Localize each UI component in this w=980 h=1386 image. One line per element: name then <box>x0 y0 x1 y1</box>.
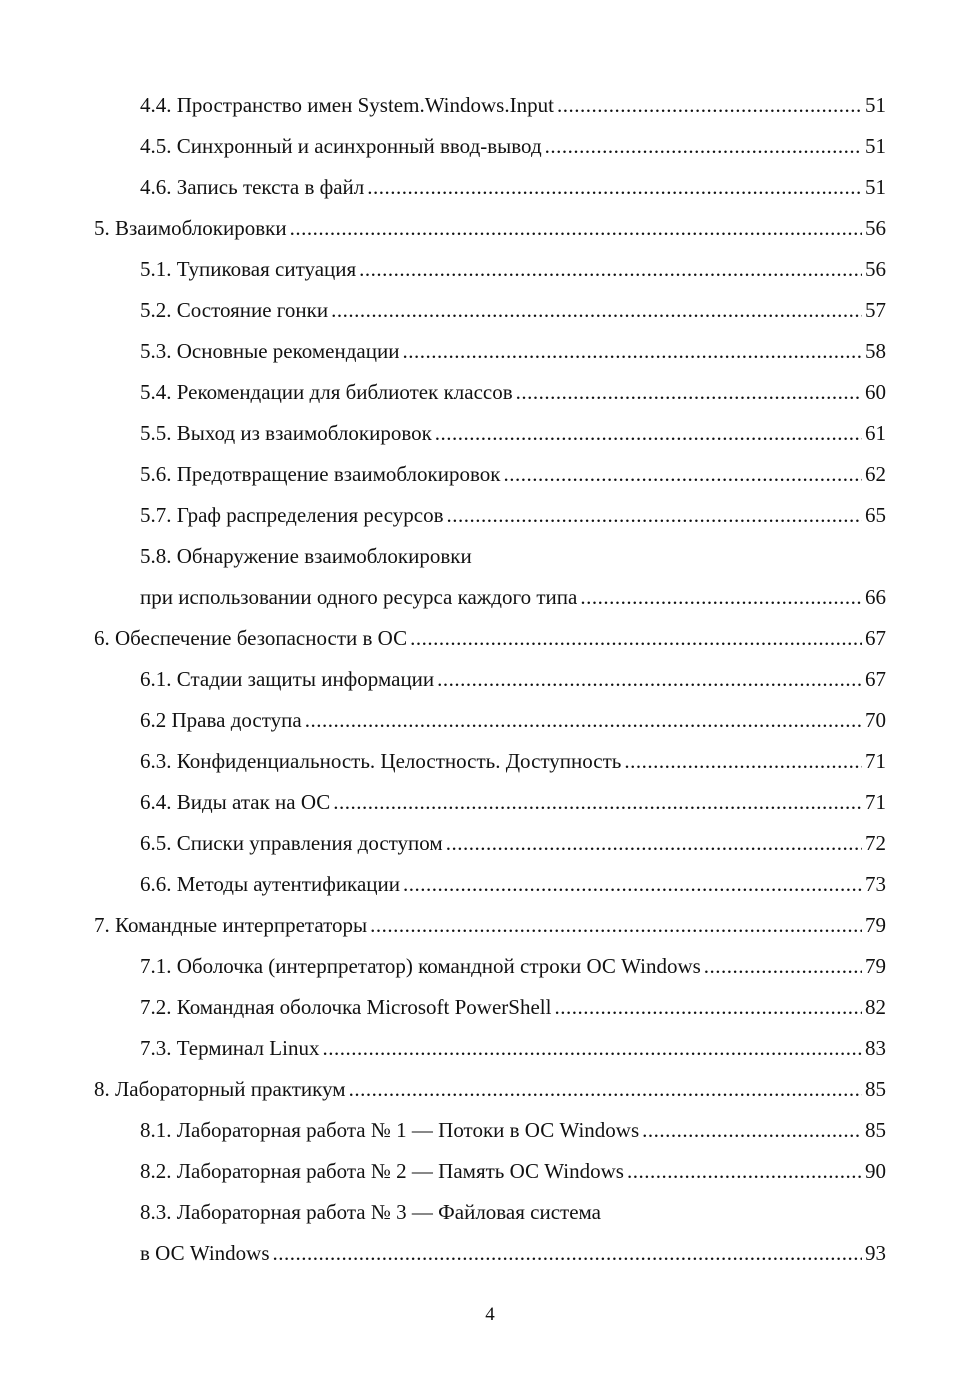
dot-leader <box>367 167 862 208</box>
dot-leader <box>290 208 862 249</box>
dot-leader <box>642 1110 862 1151</box>
toc-entry-page: 60 <box>865 380 886 404</box>
toc-section-entry[interactable] <box>0 495 980 536</box>
toc-chapter-entry[interactable] <box>0 1069 980 1110</box>
toc-entry-page: 85 <box>865 1077 886 1101</box>
toc-section-entry[interactable] <box>0 864 980 905</box>
toc-entry-title: 6.2 Права доступа <box>140 700 302 741</box>
dot-leader <box>331 290 862 331</box>
toc-entry-title: 6.4. Виды атак на ОС <box>140 782 330 823</box>
toc-entry-title: 6.5. Списки управления доступом <box>140 823 443 864</box>
toc-entry-title: 6.3. Конфиденциальность. Целостность. Доступность <box>140 741 621 782</box>
toc-section-entry[interactable] <box>0 372 980 413</box>
toc-entry-page: 85 <box>865 1118 886 1142</box>
toc-entry-title: 6.1. Стадии защиты информации <box>140 659 434 700</box>
toc-entry-page: 51 <box>865 134 886 158</box>
toc-chapter-entry[interactable] <box>0 905 980 946</box>
toc-entry-page: 66 <box>865 585 886 609</box>
toc-section-entry[interactable] <box>0 126 980 167</box>
dot-leader <box>503 454 862 495</box>
dot-leader <box>322 1028 862 1069</box>
page-number: 4 <box>485 1304 495 1325</box>
toc-entry-title: в ОС Windows <box>140 1233 270 1274</box>
dot-leader <box>402 331 862 372</box>
toc-entry-page: 62 <box>865 462 886 486</box>
dot-leader <box>704 946 862 987</box>
dot-leader <box>446 823 862 864</box>
toc-entry-page: 51 <box>865 93 886 117</box>
toc-entry-title: 5.2. Состояние гонки <box>140 290 328 331</box>
toc-entry-page: 93 <box>865 1241 886 1265</box>
toc-entry-title: 7.1. Оболочка (интерпретатор) командной строки ОС Windows <box>140 946 701 987</box>
dot-leader <box>370 905 862 946</box>
toc-entry-title: 7.2. Командная оболочка Microsoft PowerShell <box>140 987 551 1028</box>
dot-leader <box>435 413 862 454</box>
toc-entry-title: при использовании одного ресурса каждого типа <box>140 577 577 618</box>
toc-entry-page: 65 <box>865 503 886 527</box>
toc-entry-title: 5.6. Предотвращение взаимоблокировок <box>140 454 500 495</box>
table-of-contents <box>0 85 980 1274</box>
toc-entry-title: 8.3. Лабораторная работа № 3 — Файловая система <box>140 1192 601 1233</box>
toc-entry-page: 51 <box>865 175 886 199</box>
toc-chapter-entry[interactable] <box>0 208 980 249</box>
toc-section-entry[interactable] <box>0 413 980 454</box>
toc-entry-title: 5.3. Основные рекомендации <box>140 331 399 372</box>
dot-leader <box>273 1233 863 1274</box>
toc-section-entry[interactable] <box>0 987 980 1028</box>
dot-leader <box>554 987 862 1028</box>
toc-entry-page: 56 <box>865 257 886 281</box>
toc-section-entry[interactable] <box>0 741 980 782</box>
toc-entry-page: 67 <box>865 626 886 650</box>
toc-entry-page: 61 <box>865 421 886 445</box>
toc-entry-title: 5.7. Граф распределения ресурсов <box>140 495 444 536</box>
toc-section-entry[interactable] <box>0 1233 980 1274</box>
toc-chapter-entry[interactable] <box>0 618 980 659</box>
toc-section-entry[interactable] <box>0 946 980 987</box>
toc-section-entry[interactable] <box>0 331 980 372</box>
toc-section-entry[interactable] <box>0 85 980 126</box>
toc-entry-title: 4.5. Синхронный и асинхронный ввод-вывод <box>140 126 542 167</box>
toc-entry-page: 70 <box>865 708 886 732</box>
toc-entry-page: 56 <box>865 216 886 240</box>
toc-entry-page: 58 <box>865 339 886 363</box>
toc-section-entry[interactable] <box>0 1028 980 1069</box>
toc-entry-title: 8.1. Лабораторная работа № 1 — Потоки в ОС Windows <box>140 1110 639 1151</box>
dot-leader <box>437 659 862 700</box>
dot-leader <box>627 1151 862 1192</box>
toc-section-entry[interactable] <box>0 290 980 331</box>
toc-entry-title: 5.8. Обнаружение взаимоблокировки <box>140 536 472 577</box>
dot-leader <box>305 700 862 741</box>
toc-entry-title: 8.2. Лабораторная работа № 2 — Память ОС Windows <box>140 1151 624 1192</box>
dot-leader <box>545 126 862 167</box>
toc-entry-page: 73 <box>865 872 886 896</box>
toc-entry-title: 6.6. Методы аутентификации <box>140 864 400 905</box>
toc-entry-page: 71 <box>865 749 886 773</box>
toc-entry-title: 7.3. Терминал Linux <box>140 1028 319 1069</box>
dot-leader <box>557 85 862 126</box>
dot-leader <box>410 618 862 659</box>
dot-leader <box>349 1069 862 1110</box>
toc-section-entry[interactable] <box>0 1110 980 1151</box>
dot-leader <box>447 495 863 536</box>
toc-entry-title: 4.6. Запись текста в файл <box>140 167 364 208</box>
toc-entry-title: 8. Лабораторный практикум <box>94 1069 346 1110</box>
toc-section-entry[interactable] <box>0 823 980 864</box>
toc-section-entry[interactable] <box>0 249 980 290</box>
toc-section-entry[interactable] <box>0 1192 980 1233</box>
toc-entry-title: 7. Командные интерпретаторы <box>94 905 367 946</box>
dot-leader <box>580 577 862 618</box>
toc-entry-title: 5. Взаимоблокировки <box>94 208 287 249</box>
toc-section-entry[interactable] <box>0 577 980 618</box>
dot-leader <box>516 372 862 413</box>
toc-section-entry[interactable] <box>0 782 980 823</box>
toc-entry-title: 5.5. Выход из взаимоблокировок <box>140 413 432 454</box>
toc-entry-page: 79 <box>865 913 886 937</box>
dot-leader <box>333 782 862 823</box>
toc-entry-page: 72 <box>865 831 886 855</box>
toc-entry-page: 67 <box>865 667 886 691</box>
dot-leader <box>624 741 862 782</box>
toc-entry-title: 6. Обеспечение безопасности в ОС <box>94 618 407 659</box>
toc-entry-title: 5.1. Тупиковая ситуация <box>140 249 356 290</box>
toc-entry-page: 83 <box>865 1036 886 1060</box>
toc-entry-page: 57 <box>865 298 886 322</box>
toc-entry-page: 79 <box>865 954 886 978</box>
toc-section-entry[interactable] <box>0 659 980 700</box>
toc-entry-page: 82 <box>865 995 886 1019</box>
toc-section-entry[interactable] <box>0 1151 980 1192</box>
dot-leader <box>403 864 862 905</box>
toc-entry-title: 4.4. Пространство имен System.Windows.Input <box>140 85 554 126</box>
toc-entry-page: 71 <box>865 790 886 814</box>
dot-leader <box>359 249 862 290</box>
toc-section-entry[interactable] <box>0 536 980 577</box>
toc-section-entry[interactable] <box>0 700 980 741</box>
toc-entry-page: 90 <box>865 1159 886 1183</box>
toc-entry-title: 5.4. Рекомендации для библиотек классов <box>140 372 513 413</box>
toc-section-entry[interactable] <box>0 167 980 208</box>
toc-section-entry[interactable] <box>0 454 980 495</box>
